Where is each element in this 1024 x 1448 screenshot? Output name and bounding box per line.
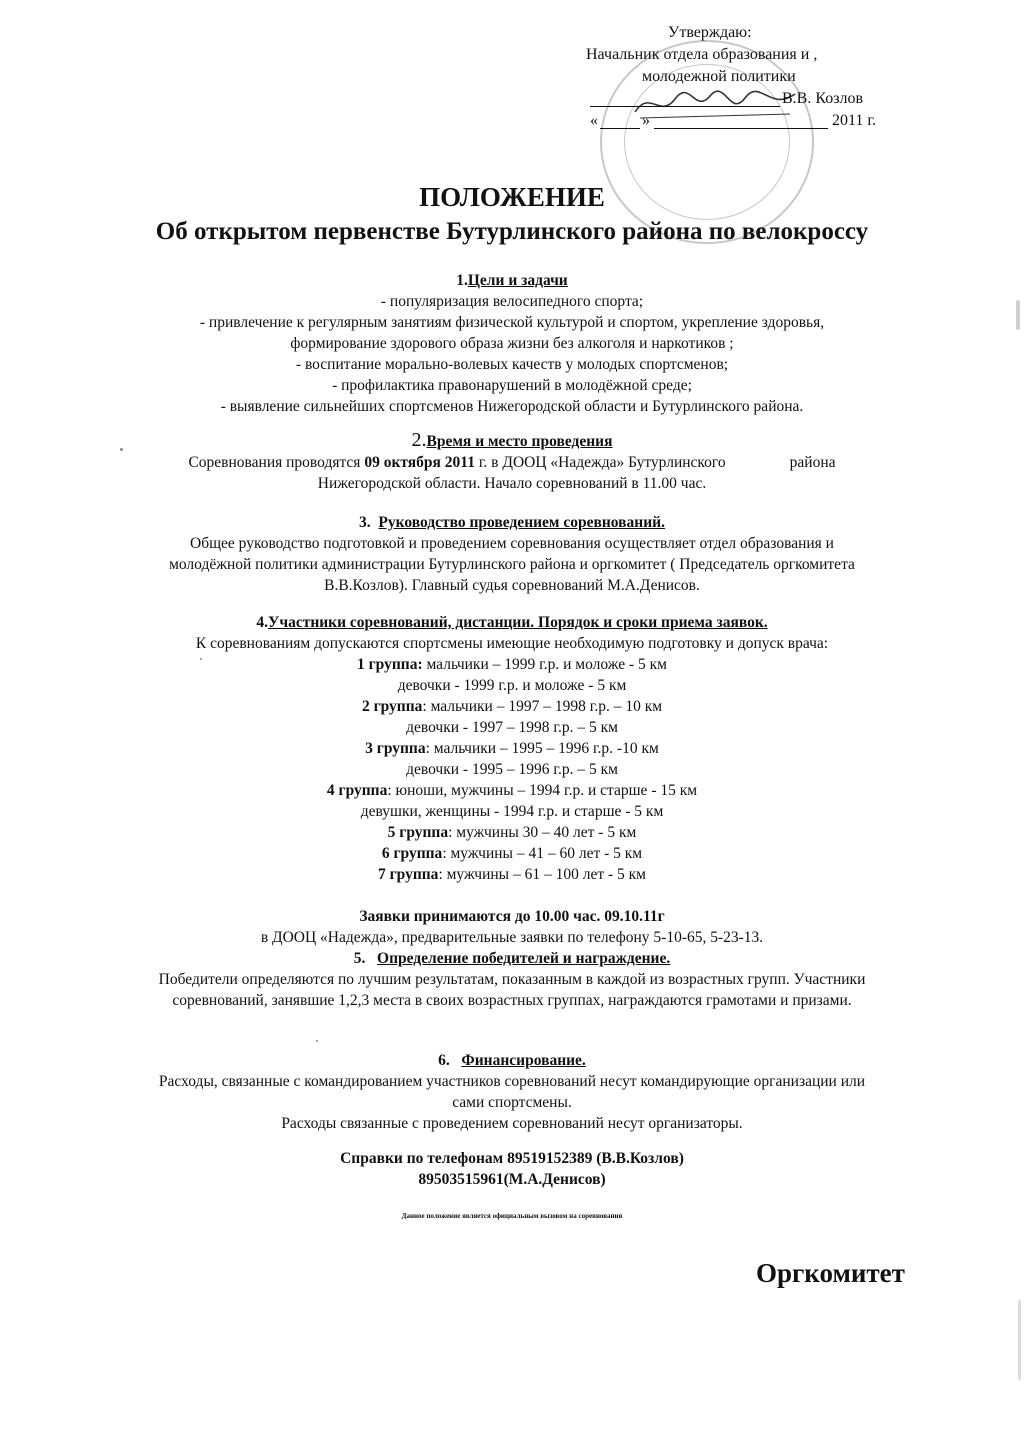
section-6-line: Расходы, связанные с командированием участников соревнований несут командирующие организации или [158, 1073, 866, 1090]
group-4-women: девушки, женщины - 1994 г.р. и старше - 5 км [360, 803, 664, 820]
scan-speck [200, 658, 202, 660]
group-3-girls: девочки - 1995 – 1996 г.р. – 5 км [406, 761, 618, 778]
section-6-heading: 6. Финансирование. [438, 1052, 586, 1069]
approval-signer: В.В. Козлов [782, 90, 864, 107]
section-5-line: Победители определяются по лучшим результатам, показанным в каждой из возрастных групп. Участники [158, 971, 866, 988]
contact-line: Справки по телефонам 89519152389 (В.В.Козлов) [340, 1150, 684, 1167]
group-2-line: 2 группа: мальчики – 1997 – 1998 г.р. – 10 км [361, 698, 663, 715]
section-3-line: молодёжной политики администрации Бутурлинского района и оргкомитет ( Председатель оргкомитета [169, 556, 855, 573]
section-2-line: Соревнования проводятся 09 октября 2011 г. в ДООЦ «Надежда» Бутурлинского района [188, 454, 836, 471]
scan-speck [316, 1040, 318, 1042]
approval-label: Утверждаю: [668, 24, 752, 41]
section-1-line: формирование здорового образа жизни без алкоголя и наркотиков ; [290, 335, 734, 352]
section-3-line: В.В.Козлов). Главный судья соревнований М.А.Денисов. [324, 577, 700, 594]
document-subtitle: Об открытом первенстве Бутурлинского района по велокроссу [155, 218, 869, 245]
section-1 [60, 270, 964, 417]
approval-position-2: молодежной политики [642, 68, 796, 85]
section-6-line: Расходы связанные с проведением соревнований несут организаторы. [281, 1115, 743, 1132]
date-open-quote: « [590, 112, 598, 129]
section-5 [60, 948, 964, 1011]
footnote: Данное положение является официальным вызовом на соревнования [401, 1212, 623, 1220]
section-4-intro: К соревнованиям допускаются спортсмены имеющие необходимую подготовку и допуск врача: [195, 635, 829, 652]
section-3 [60, 512, 964, 596]
group-3-line: 3 группа: мальчики – 1995 – 1996 г.р. -10 км [365, 740, 659, 757]
section-3-heading: 3. Руководство проведением соревнований. [359, 514, 665, 531]
signoff: Оргкомитет [756, 1258, 905, 1288]
date-month-blank [654, 110, 828, 129]
section-1-line: - популяризация велосипедного спорта; [380, 293, 644, 310]
section-4 [60, 612, 964, 948]
section-6-line: сами спортсмены. [452, 1094, 572, 1111]
section-1-line: - привлечение к регулярным занятиям физической культурой и спортом, укрепление здоровья, [199, 314, 825, 331]
section-1-heading: 1.Цели и задачи [456, 272, 568, 289]
section-3-line: Общее руководство подготовкой и проведением соревнования осуществляет отдел образования и [190, 535, 834, 552]
section-4-heading: 4.Участники соревнований, дистанции. Порядок и сроки приема заявок. [256, 614, 768, 631]
section-1-line: - воспитание морально-волевых качеств у молодых спортсменов; [295, 356, 729, 373]
section-6 [60, 1050, 964, 1134]
date-day-blank [600, 110, 640, 129]
group-4-line: 4 группа: юноши, мужчины – 1994 г.р. и старше - 15 км [326, 782, 698, 799]
group-1-girls: девочки - 1999 г.р. и моложе - 5 км [397, 677, 627, 694]
scan-speck [120, 448, 123, 451]
section-5-heading: 5. Определение победителей и награждение. [353, 950, 671, 967]
group-1-line: 1 группа: мальчики – 1999 г.р. и моложе - 5 км [357, 656, 667, 673]
applications-deadline: Заявки принимаются до 10.00 час. 09.10.11г [359, 908, 665, 925]
group-7-line: 7 группа: мужчины – 61 – 100 лет - 5 км [377, 866, 646, 883]
scan-speck [1018, 1300, 1021, 1380]
section-2-line: Нижегородской области. Начало соревнований в 11.00 час. [317, 475, 707, 492]
section-5-line: соревнований, занявшие 1,2,3 места в своих возрастных группах, награждаются грамотами и призами. [172, 992, 852, 1009]
date-year: 2011 г. [832, 112, 877, 129]
contacts [60, 1148, 964, 1190]
section-2-heading: 2.Время и место проведения [411, 429, 613, 451]
group-2-girls: девочки - 1997 – 1998 г.р. – 5 км [406, 719, 618, 736]
group-6-line: 6 группа: мужчины – 41 – 60 лет - 5 км [381, 845, 643, 862]
group-5-line: 5 группа: мужчины 30 – 40 лет - 5 км [387, 824, 637, 841]
approval-position: Начальник отдела образования и , [586, 46, 818, 63]
section-1-line: - профилактика правонарушений в молодёжной среде; [332, 377, 692, 394]
section-2 [60, 430, 964, 494]
applications-place: в ДООЦ «Надежда», предварительные заявки по телефону 5-10-65, 5-23-13. [260, 929, 764, 946]
document-title: ПОЛОЖЕНИЕ [419, 182, 605, 212]
signature-line [590, 88, 780, 107]
date-close-quote: » [642, 112, 650, 129]
scan-speck [1016, 300, 1020, 330]
section-1-line: - выявление сильнейших спортсменов Нижегородской области и Бутурлинского района. [220, 398, 804, 415]
contact-line: 89503515961(М.А.Денисов) [418, 1171, 606, 1188]
